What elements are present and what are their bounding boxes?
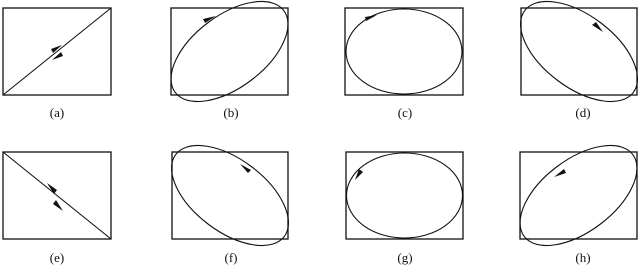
panel-f [154,126,306,265]
panel-caption: (g) [397,250,413,265]
panel-frame [172,152,288,239]
panel-caption: (b) [223,105,239,120]
panel-c [345,8,463,120]
panel-caption: (h) [575,250,591,265]
panel-a [3,8,111,120]
panel-frame [521,8,637,95]
panel-caption: (e) [49,250,65,265]
panel-b [154,0,306,121]
panel-caption: (d) [575,105,591,120]
panel-g [346,152,463,265]
panel-caption: (f) [224,250,238,265]
panel-h [503,126,640,265]
panel-frame [171,8,288,95]
panel-d [503,0,640,121]
panel-e [3,152,111,265]
panel-caption: (c) [397,105,413,120]
panel-caption: (a) [49,105,65,120]
panel-frame [520,152,637,239]
